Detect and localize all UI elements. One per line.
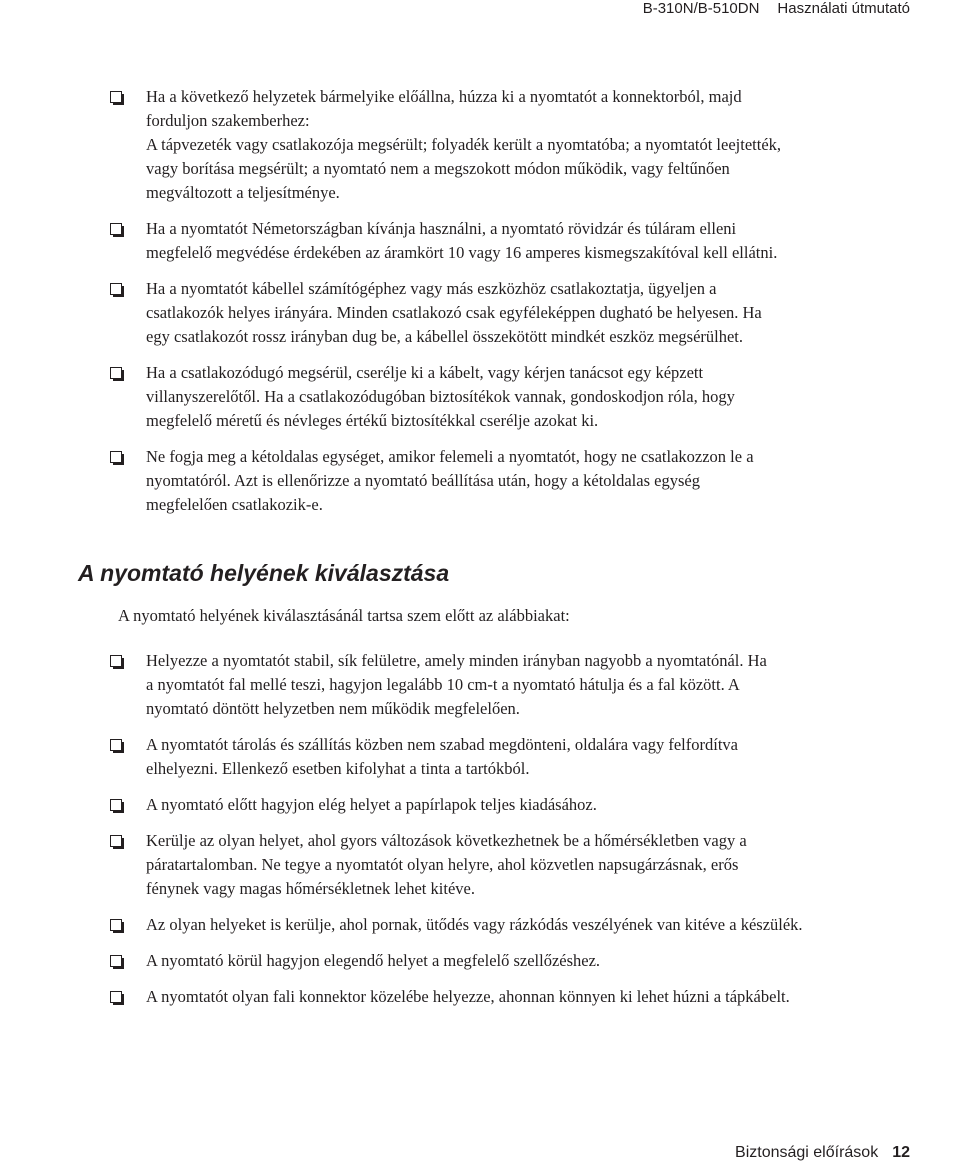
running-header xyxy=(643,0,910,18)
item-line: Ha a következő helyzetek bármelyike előállna, húzza ki a nyomtatót a konnektorból, majd xyxy=(146,87,742,106)
item-line: a nyomtatót fal mellé teszi, hagyjon legalább 10 cm-t a nyomtató hátulja és a fal között. A xyxy=(146,675,740,694)
item-line: forduljon szakemberhez: xyxy=(146,111,310,130)
checklist-item xyxy=(110,277,890,349)
checklist-item xyxy=(110,733,890,781)
item-line: egy csatlakozót rossz irányban dug be, a kábellel összekötött mindkét eszköz megsérülhet. xyxy=(146,327,744,346)
checklist-item xyxy=(110,85,890,205)
section-title: A nyomtató helyének kiválasztása xyxy=(78,560,450,586)
item-line: páratartalomban. Ne tegye a nyomtatót olyan helyre, ahol közvetlen napsugárzásnak, erős xyxy=(146,855,739,874)
item-line: megfelelő megvédése érdekében az áramkört 10 vagy 16 amperes kismegszakítóval kell ellátni. xyxy=(146,243,778,262)
item-line: elhelyezni. Ellenkező esetben kifolyhat a tinta a tartókból. xyxy=(146,759,530,778)
item-line: fénynek vagy magas hőmérsékletnek lehet kitéve. xyxy=(146,879,475,898)
checkbox-bullet-icon xyxy=(110,919,122,931)
checkbox-bullet-icon xyxy=(110,955,122,967)
checklist-item xyxy=(110,949,890,973)
item-line: Az olyan helyeket is kerülje, ahol pornak, ütődés vagy rázkódás veszélyének van kitéve a készülék. xyxy=(146,915,803,934)
checkbox-bullet-icon xyxy=(110,835,122,847)
item-line: Ne fogja meg a kétoldalas egységet, amikor felemeli a nyomtatót, hogy ne csatlakozzon le a xyxy=(146,447,754,466)
item-line: csatlakozók helyes irányára. Minden csatlakozó csak egyféleképpen dugható be helyesen. Ha xyxy=(146,303,762,322)
item-line: A nyomtató körül hagyjon elegendő helyet a megfelelő szellőzéshez. xyxy=(146,951,601,970)
safety-checklist xyxy=(110,85,890,529)
page-number: 12 xyxy=(892,1144,910,1161)
checklist-item xyxy=(110,361,890,433)
item-line: A tápvezeték vagy csatlakozója megsérült; folyadék került a nyomtatóba; a nyomtatót leejtették, xyxy=(146,135,782,154)
section-intro: A nyomtató helyének kiválasztásánál tartsa szem előtt az alábbiakat: xyxy=(118,606,570,625)
footer-section-name: Biztonsági előírások xyxy=(735,1144,879,1161)
item-line: Kerülje az olyan helyet, ahol gyors változások következhetnek be a hőmérsékletben vagy a xyxy=(146,831,747,850)
item-line: megfelelő méretű és névleges értékű biztosítékkal cserélje azokat ki. xyxy=(146,411,599,430)
checklist-item xyxy=(110,445,890,517)
checklist-item xyxy=(110,913,890,937)
checkbox-bullet-icon xyxy=(110,451,122,463)
item-line: A nyomtató előtt hagyjon elég helyet a papírlapok teljes kiadásához. xyxy=(146,795,597,814)
checklist-item xyxy=(110,649,890,721)
checkbox-bullet-icon xyxy=(110,283,122,295)
checkbox-bullet-icon xyxy=(110,739,122,751)
checklist-item xyxy=(110,985,890,1009)
header-model: B-310N/B-510DN xyxy=(642,0,760,17)
checklist-item xyxy=(110,793,890,817)
checkbox-bullet-icon xyxy=(110,91,122,103)
item-line: A nyomtatót tárolás és szállítás közben nem szabad megdönteni, oldalára vagy felfordítva xyxy=(146,735,738,754)
item-line: A nyomtatót olyan fali konnektor közelébe helyezze, ahonnan könnyen ki lehet húzni a tápkábelt. xyxy=(146,987,790,1006)
page-footer xyxy=(735,1143,910,1163)
item-line: nyomtatóról. Azt is ellenőrizze a nyomtató beállítása után, hogy a kétoldalas egység xyxy=(146,471,700,490)
checklist-item xyxy=(110,829,890,901)
checkbox-bullet-icon xyxy=(110,367,122,379)
item-line: vagy borítása megsérült; a nyomtató nem a megszokott módon működik, vagy feltűnően xyxy=(146,159,730,178)
item-line: Ha a csatlakozódugó megsérül, cserélje ki a kábelt, vagy kérjen tanácsot egy képzett xyxy=(146,363,704,382)
item-line: megfelelően csatlakozik-e. xyxy=(146,495,323,514)
checkbox-bullet-icon xyxy=(110,655,122,667)
placement-checklist xyxy=(110,649,890,1021)
checkbox-bullet-icon xyxy=(110,991,122,1003)
checkbox-bullet-icon xyxy=(110,223,122,235)
item-line: Ha a nyomtatót kábellel számítógéphez vagy más eszközhöz csatlakoztatja, ügyeljen a xyxy=(146,279,717,298)
checkbox-bullet-icon xyxy=(110,799,122,811)
item-line: villanyszerelőtől. Ha a csatlakozódugóban biztosítékok vannak, gondoskodjon róla, hogy xyxy=(146,387,735,406)
item-line: megváltozott a teljesítménye. xyxy=(146,183,340,202)
item-line: Ha a nyomtatót Németországban kívánja használni, a nyomtató rövidzár és túláram elleni xyxy=(146,219,737,238)
item-line: nyomtató döntött helyzetben nem működik megfelelően. xyxy=(146,699,520,718)
item-line: Helyezze a nyomtatót stabil, sík felületre, amely minden irányban nagyobb a nyomtatónál. Ha xyxy=(146,651,767,670)
header-doc-title: Használati útmutató xyxy=(777,0,910,17)
checklist-item xyxy=(110,217,890,265)
